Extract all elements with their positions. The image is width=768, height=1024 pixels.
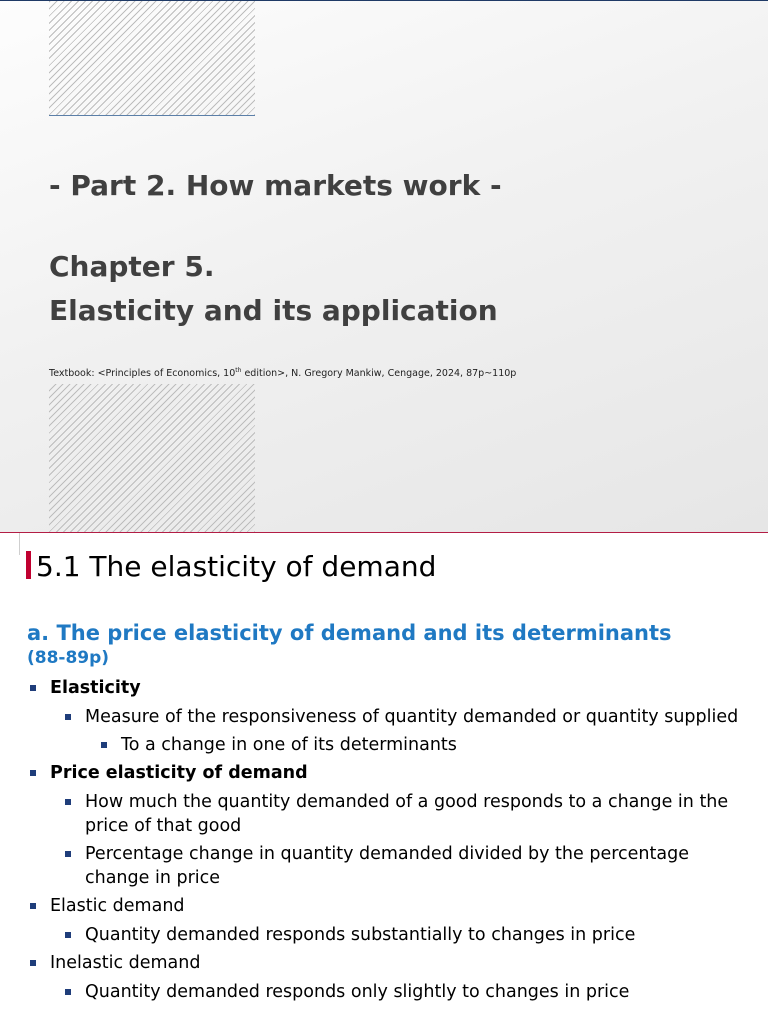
sub-heading-pages: (88-89p) (27, 648, 110, 668)
part-title: - Part 2. How markets work - (49, 169, 502, 202)
chapter-heading (49, 245, 498, 333)
bullet-square-icon (30, 770, 36, 776)
divider-line (19, 533, 20, 555)
list-item (85, 842, 689, 890)
bullet-square-icon (65, 989, 71, 995)
list-item (85, 790, 728, 838)
list-item (50, 676, 141, 700)
textbook-sup: th (235, 367, 242, 374)
bullet-square-icon (30, 685, 36, 691)
bullet-square-icon (30, 903, 36, 909)
sub-heading: a. The price elasticity of demand and its determinants (27, 621, 672, 645)
bullet-square-icon (30, 960, 36, 966)
list-item-text-line1: Percentage change in quantity demanded divided by the percentage (85, 844, 689, 864)
bullet-square-icon (65, 932, 71, 938)
chapter-title: Elasticity and its application (49, 294, 498, 327)
list-item (85, 980, 629, 1004)
title-accent-bar (26, 551, 31, 579)
textbook-suffix: edition>, N. Gregory Mankiw, Cengage, 2024, 87p~110p (241, 368, 517, 380)
textbook-prefix: Textbook: <Principles of Economics, 10 (49, 368, 236, 380)
list-item (50, 894, 185, 918)
content-slide (0, 533, 768, 1024)
bullet-square-icon (65, 714, 71, 720)
hatched-placeholder-bottom (49, 384, 255, 532)
list-item-text-line1: How much the quantity demanded of a good responds to a change in the (85, 792, 729, 812)
list-item-text: Measure of the responsiveness of quantity demanded or quantity supplied (85, 707, 739, 727)
bullet-square-icon (65, 799, 71, 805)
bullet-square-icon (101, 742, 107, 748)
list-item (50, 761, 308, 785)
list-item-text-line2: change in price (85, 868, 221, 888)
list-item (85, 923, 635, 947)
list-item-text: Elasticity (50, 678, 141, 698)
list-item-text: To a change in one of its determinants (121, 735, 457, 755)
list-item (85, 705, 738, 729)
list-item-text-line2: price of that good (85, 816, 242, 836)
section-title: 5.1 The elasticity of demand (36, 550, 437, 583)
list-item-text: Elastic demand (50, 896, 185, 916)
list-item-text: Quantity demanded responds only slightly to changes in price (85, 982, 630, 1002)
list-item (50, 951, 200, 975)
chapter-number: Chapter 5. (49, 250, 215, 283)
hatched-placeholder-top (49, 1, 255, 116)
list-item-text: Price elasticity of demand (50, 763, 308, 783)
list-item-text: Inelastic demand (50, 953, 201, 973)
list-item (121, 733, 457, 757)
bullet-square-icon (65, 851, 71, 857)
list-item-text: Quantity demanded responds substantially to changes in price (85, 925, 636, 945)
textbook-reference (49, 367, 516, 379)
